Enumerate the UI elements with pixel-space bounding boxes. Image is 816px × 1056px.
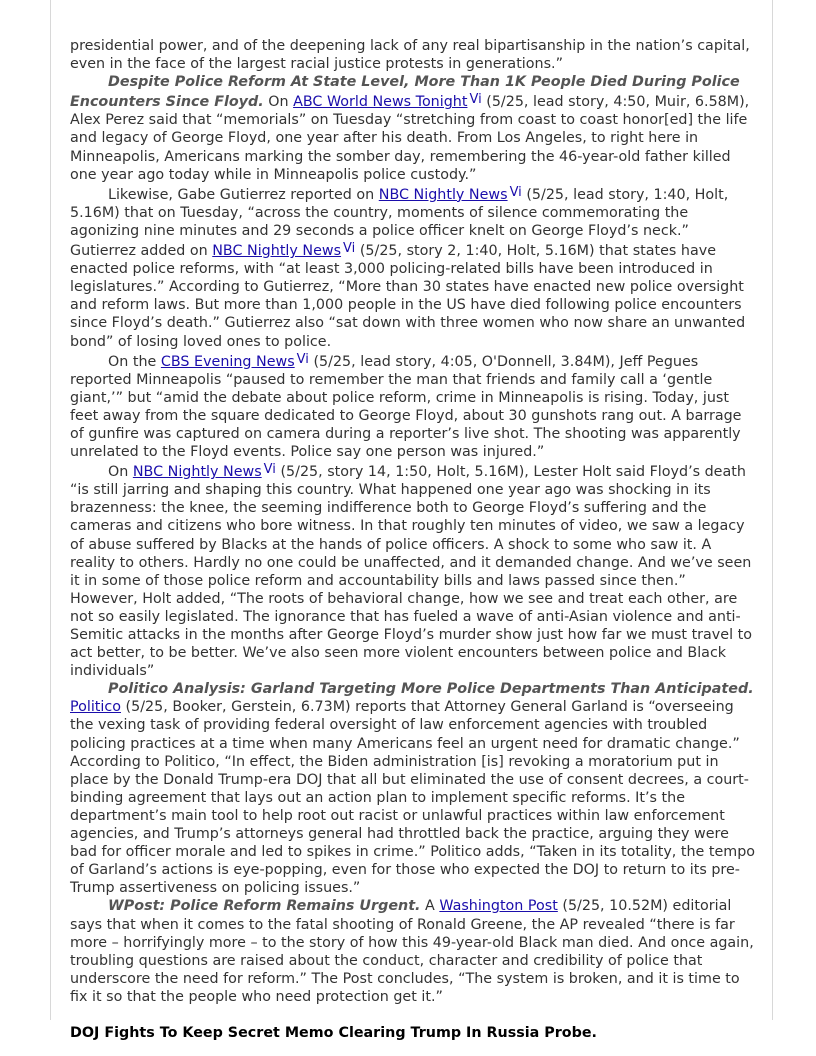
story-heading: Politico Analysis: Garland Targeting More Police Departments Than Anticipated. — [108, 681, 754, 698]
document-body — [70, 37, 758, 1042]
video-icon-link[interactable]: Vi — [343, 241, 356, 257]
video-icon-link[interactable]: Vi — [469, 92, 482, 108]
video-icon-link[interactable]: Vi — [509, 184, 522, 200]
paragraph-wpost-editorial: WPost: Police Reform Remains Urgent. A Washington Post (5/25, 10.52M) editorial says that when it comes to the fatal shooting of Ronald Greene, the AP revealed “there is far more – horrifyingly more – to the story of how this 49-year-old Black man died. And once again, troubling questions are raised about the conduct, character and credibility of police that underscore the need for reform.” The Post concludes, “The system is broken, and it is time to fix it so that the people who need protection get it.” — [70, 898, 754, 1005]
left-margin-rule — [50, 0, 51, 1020]
story-heading: WPost: Police Reform Remains Urgent. — [108, 898, 421, 915]
paragraph-politico-analysis: Politico Analysis: Garland Targeting More Police Departments Than Anticipated. Politico (5/25, Booker, Gerstein, 6.73M) reports that Attorney General Garland is “overseeing the vexing task of providing federal oversight of law enforcement agencies with troubled policing practices at a time when many Americans feel an urgent need for dramatic change.” According to Politico, “In effect, the Biden administration [is] revoking a moratorium put in place by the Donald Trump-era DOJ that all but eliminated the use of consent decrees, a court-binding agreement that lays out an action plan to implement specific reforms. It’s the department’s main tool to help root out racist or unlawful practices within law enforcement agencies, and Trump’s attorneys general had throttled back the practice, arguing they were bad for officer morale and led to spikes in crime.” Politico adds, “Taken in its totality, the tempo of Garland’s actions is eye-popping, even for those who expected the DOJ to return to its pre-Trump assertiveness on policing issues.” — [70, 681, 756, 897]
right-margin-rule — [772, 0, 773, 1020]
paragraph-abc-world-news: Despite Police Reform At State Level, More Than 1K People Died During Police Encounters Since Floyd. On ABC World News Tonight Vi (5/25, lead story, 4:50, Muir, 6.58M), Alex Perez said that “memorials” on Tuesday “stretching from coast to coast honor[ed] the life and legacy of George Floyd, one year after his death. From Los Angeles, to right here in Minneapolis, Americans marking the somber day, remembering the 46-year-old father killed one year ago today while in Minneapolis police custody.” — [70, 74, 750, 183]
nbc-nightly-news-link[interactable]: NBC Nightly News — [132, 464, 262, 481]
nbc-nightly-news-link[interactable]: NBC Nightly News — [212, 243, 342, 260]
video-icon-link[interactable]: Vi — [296, 351, 309, 367]
abc-world-news-link[interactable]: ABC World News Tonight — [293, 94, 468, 111]
cbs-evening-news-link[interactable]: CBS Evening News — [160, 353, 295, 370]
politico-link[interactable]: Politico — [70, 699, 121, 716]
section-title: DOJ Fights To Keep Secret Memo Clearing Trump In Russia Probe. — [70, 1024, 597, 1041]
video-icon-link[interactable]: Vi — [263, 462, 276, 478]
washington-post-link[interactable]: Washington Post — [439, 898, 558, 915]
nbc-nightly-news-link[interactable]: NBC Nightly News — [378, 186, 508, 203]
paragraph-nbc-gutierrez: Likewise, Gabe Gutierrez reported on NBC Nightly News Vi (5/25, lead story, 1:40, Holt, 5.16M) that on Tuesday, “across the country, moments of silence commemorating the agonizing nine minutes and 29 seconds a police officer knelt on George Floyd’s neck.” Gutierrez added on NBC Nightly News Vi (5/25, story 2, 1:40, Holt, 5.16M) that states have enacted police reforms, with “at least 3,000 policing-related bills have been introduced in legislatures.” According to Gutierrez, “More than 30 states have enacted new police oversight and reform laws. But more than 1,000 people in the US have died following police encounters since Floyd’s death.” Gutierrez also “sat down with three women who now share an unwanted bond” of losing loved ones to police. — [70, 184, 746, 350]
paragraph-nbc-holt: On NBC Nightly News Vi (5/25, story 14, 1:50, Holt, 5.16M), Lester Holt said Floyd’s death “is still jarring and shaping this country. What happened one year ago was shocking in its brazenness: the knee, the seeming indifference both to George Floyd’s suffering and the cameras and citizens who bore witness. In that roughly ten minutes of video, we saw a legacy of abuse suffered by Blacks at the hands of police officers. A shock to some who saw it. A reality to others. Hardly no one could be unaffected, and it demanded change. And we’ve seen it in some of those police reform and accountability bills and laws passed since then.” However, Holt added, “The roots of behavioral change, how we see and treat each other, are not so easily legislated. The ignorance that has fueled a wave of anti-Asian violence and anti-Semitic attacks in the months after George Floyd’s murder show just how far we must travel to act better, to be better. We’ve also seen more violent encounters between police and Black individuals” — [70, 462, 752, 680]
paragraph-continuation: presidential power, and of the deepening lack of any real bipartisanship in the nation’s capital, even in the face of the largest racial justice protests in generations.” — [70, 38, 750, 73]
story-heading: Despite Police Reform At State Level, More Than 1K People Died During Police Encounters Since Floyd. — [70, 74, 740, 111]
paragraph-cbs-evening-news: On the CBS Evening News Vi (5/25, lead story, 4:05, O'Donnell, 3.84M), Jeff Pegues reported Minneapolis “paused to remember the man that friends and family call a ‘gentle giant,’” but “amid the debate about police reform, crime in Minneapolis is rising. Today, just feet away from the square dedicated to George Floyd, about 30 gunshots rang out. A barrage of gunfire was captured on camera during a reporter’s live shot. The shooting was apparently unrelated to the Floyd events. Police say one person was injured.” — [70, 351, 742, 461]
